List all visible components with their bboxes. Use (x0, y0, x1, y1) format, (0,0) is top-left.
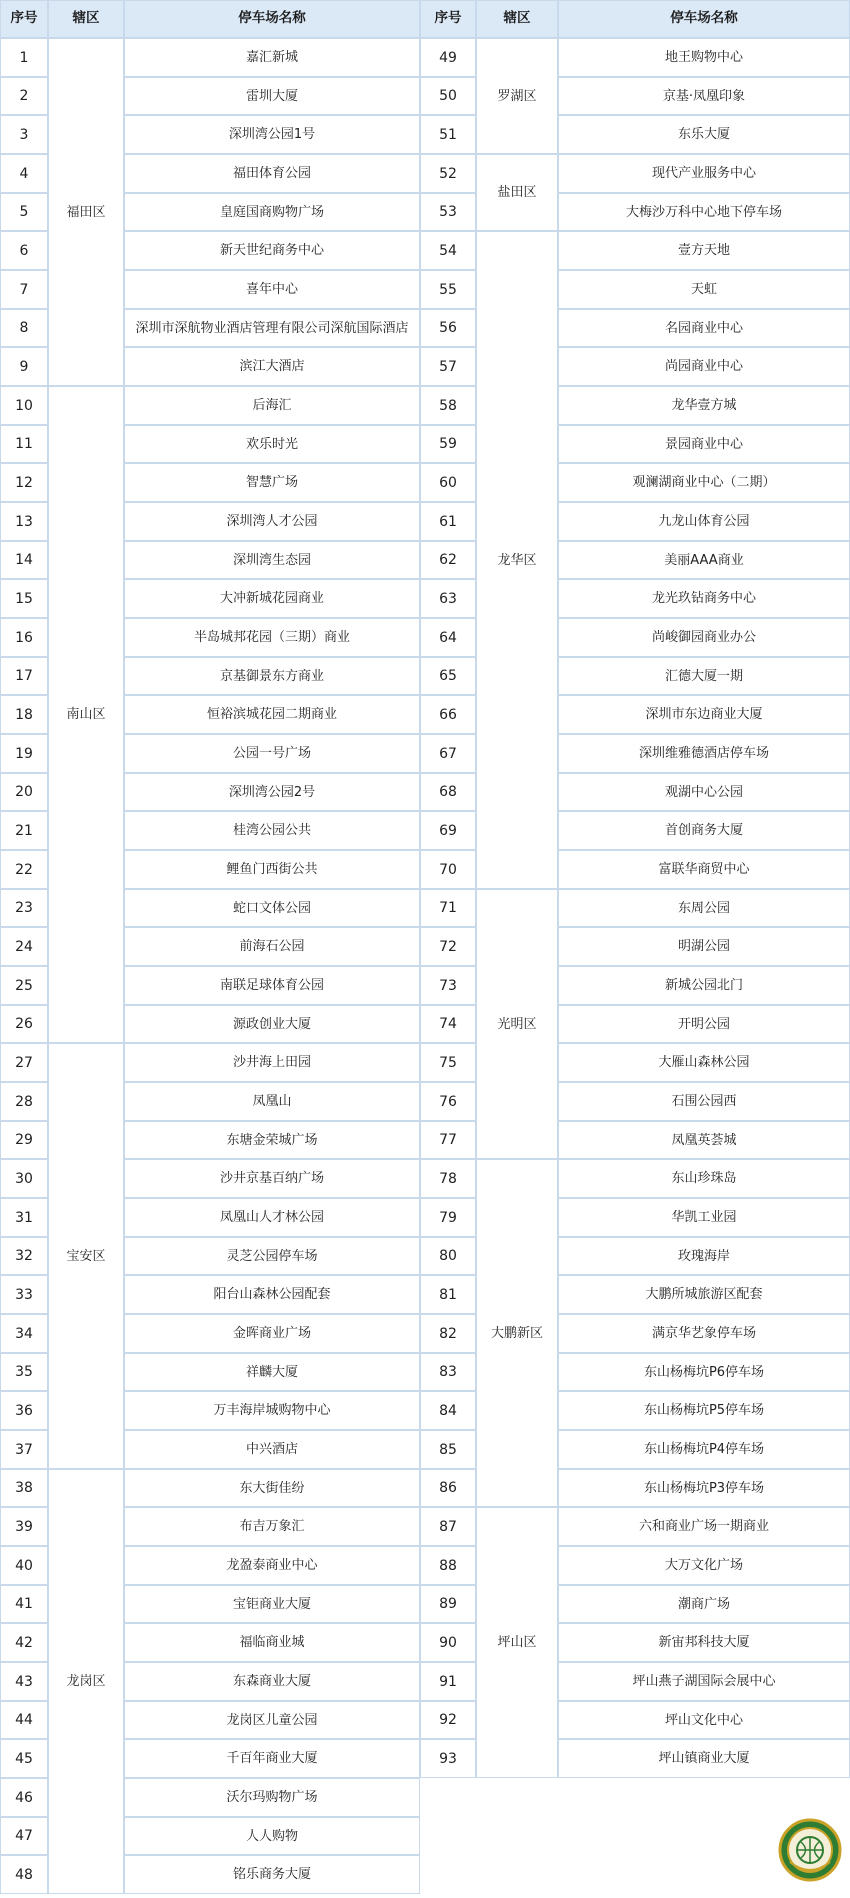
parking-lot-name: 龙光玖钻商务中心 (558, 579, 850, 618)
district-cell: 大鹏新区 (476, 1159, 558, 1507)
row-index: 17 (0, 657, 48, 695)
row-index: 9 (0, 347, 48, 386)
parking-lot-name: 沙井京基百纳广场 (124, 1159, 420, 1198)
parking-lot-name: 东山杨梅坑P3停车场 (558, 1469, 850, 1507)
row-index: 91 (420, 1662, 476, 1701)
row-index: 50 (420, 77, 476, 115)
parking-lot-name: 金晖商业广场 (124, 1314, 420, 1353)
parking-lot-name: 石围公园西 (558, 1082, 850, 1121)
right-header-index: 序号 (420, 0, 476, 38)
row-index: 35 (0, 1353, 48, 1391)
parking-lot-name: 恒裕滨城花园二期商业 (124, 695, 420, 734)
parking-lot-name: 福田体育公园 (124, 154, 420, 193)
parking-lot-name: 壹方天地 (558, 231, 850, 270)
parking-lot-name: 东山杨梅坑P5停车场 (558, 1391, 850, 1430)
parking-lot-name: 地王购物中心 (558, 38, 850, 77)
row-index: 63 (420, 579, 476, 618)
parking-lot-name: 满京华艺象停车场 (558, 1314, 850, 1353)
row-index: 86 (420, 1469, 476, 1507)
row-index: 72 (420, 927, 476, 966)
right-header-name: 停车场名称 (558, 0, 850, 38)
parking-lot-name: 沃尔玛购物广场 (124, 1778, 420, 1817)
row-index: 73 (420, 966, 476, 1005)
row-index: 87 (420, 1507, 476, 1546)
parking-lot-name: 东山珍珠岛 (558, 1159, 850, 1198)
parking-lot-name: 大万文化广场 (558, 1546, 850, 1585)
row-index: 19 (0, 734, 48, 773)
row-index: 81 (420, 1275, 476, 1314)
row-index: 43 (0, 1662, 48, 1701)
parking-lot-name: 深圳维雅德酒店停车场 (558, 734, 850, 773)
row-index: 47 (0, 1817, 48, 1855)
row-index: 70 (420, 850, 476, 889)
parking-lot-name: 东大街佳纷 (124, 1469, 420, 1507)
row-index: 44 (0, 1701, 48, 1739)
row-index: 15 (0, 579, 48, 618)
row-index: 68 (420, 773, 476, 811)
parking-lot-name: 后海汇 (124, 386, 420, 425)
row-index: 53 (420, 193, 476, 231)
row-index: 83 (420, 1353, 476, 1391)
parking-lot-name: 大冲新城花园商业 (124, 579, 420, 618)
row-index: 23 (0, 889, 48, 927)
row-index: 31 (0, 1198, 48, 1237)
district-cell: 光明区 (476, 889, 558, 1159)
parking-lot-name: 潮商广场 (558, 1585, 850, 1623)
row-index: 12 (0, 463, 48, 502)
row-index: 84 (420, 1391, 476, 1430)
row-index: 5 (0, 193, 48, 231)
parking-lot-name: 深圳湾公园2号 (124, 773, 420, 811)
parking-lot-name: 新城公园北门 (558, 966, 850, 1005)
row-index: 67 (420, 734, 476, 773)
parking-lot-name: 大鹏所城旅游区配套 (558, 1275, 850, 1314)
district-cell: 龙岗区 (48, 1469, 124, 1894)
parking-lot-name: 现代产业服务中心 (558, 154, 850, 193)
district-cell: 龙华区 (476, 231, 558, 889)
row-index: 82 (420, 1314, 476, 1353)
row-index: 41 (0, 1585, 48, 1623)
parking-lot-name: 万丰海岸城购物中心 (124, 1391, 420, 1430)
parking-lot-name: 欢乐时光 (124, 425, 420, 463)
parking-lot-name: 公园一号广场 (124, 734, 420, 773)
parking-lot-name: 南联足球体育公园 (124, 966, 420, 1005)
row-index: 92 (420, 1701, 476, 1739)
row-index: 45 (0, 1739, 48, 1778)
parking-lot-name: 大雁山森林公园 (558, 1043, 850, 1082)
row-index: 58 (420, 386, 476, 425)
parking-lot-name: 铭乐商务大厦 (124, 1855, 420, 1894)
row-index: 56 (420, 309, 476, 347)
parking-lot-name: 源政创业大厦 (124, 1005, 420, 1043)
parking-lot-name: 宝钜商业大厦 (124, 1585, 420, 1623)
row-index: 65 (420, 657, 476, 695)
parking-lot-name: 观湖中心公园 (558, 773, 850, 811)
row-index: 48 (0, 1855, 48, 1894)
district-cell: 盐田区 (476, 154, 558, 231)
parking-lot-name: 人人购物 (124, 1817, 420, 1855)
row-index: 52 (420, 154, 476, 193)
row-index: 7 (0, 270, 48, 309)
row-index: 38 (0, 1469, 48, 1507)
parking-lot-name: 滨江大酒店 (124, 347, 420, 386)
row-index: 16 (0, 618, 48, 657)
row-index: 18 (0, 695, 48, 734)
row-index: 89 (420, 1585, 476, 1623)
parking-lot-name: 嘉汇新城 (124, 38, 420, 77)
parking-lot-name: 布吉万象汇 (124, 1507, 420, 1546)
parking-lot-name: 明湖公园 (558, 927, 850, 966)
left-header-name: 停车场名称 (124, 0, 420, 38)
row-index: 79 (420, 1198, 476, 1237)
row-index: 54 (420, 231, 476, 270)
row-index: 24 (0, 927, 48, 966)
parking-lot-name: 景园商业中心 (558, 425, 850, 463)
parking-lot-name: 东山杨梅坑P4停车场 (558, 1430, 850, 1469)
row-index: 22 (0, 850, 48, 889)
row-index: 26 (0, 1005, 48, 1043)
parking-lot-name: 东乐大厦 (558, 115, 850, 154)
row-index: 29 (0, 1121, 48, 1159)
parking-lot-name: 阳台山森林公园配套 (124, 1275, 420, 1314)
row-index: 69 (420, 811, 476, 850)
row-index: 11 (0, 425, 48, 463)
row-index: 85 (420, 1430, 476, 1469)
row-index: 74 (420, 1005, 476, 1043)
parking-lot-name: 坪山燕子湖国际会展中心 (558, 1662, 850, 1701)
row-index: 36 (0, 1391, 48, 1430)
row-index: 60 (420, 463, 476, 502)
row-index: 34 (0, 1314, 48, 1353)
parking-lot-name: 雷圳大厦 (124, 77, 420, 115)
row-index: 8 (0, 309, 48, 347)
parking-lot-name: 千百年商业大厦 (124, 1739, 420, 1778)
row-index: 10 (0, 386, 48, 425)
parking-lot-name: 前海石公园 (124, 927, 420, 966)
row-index: 21 (0, 811, 48, 850)
row-index: 28 (0, 1082, 48, 1121)
row-index: 78 (420, 1159, 476, 1198)
row-index: 59 (420, 425, 476, 463)
row-index: 57 (420, 347, 476, 386)
row-index: 25 (0, 966, 48, 1005)
parking-lot-name: 九龙山体育公园 (558, 502, 850, 541)
parking-lot-name: 京基·凤凰印象 (558, 77, 850, 115)
district-cell: 南山区 (48, 386, 124, 1043)
row-index: 62 (420, 541, 476, 579)
parking-lot-name: 桂湾公园公共 (124, 811, 420, 850)
parking-lot-name: 东周公园 (558, 889, 850, 927)
left-header-index: 序号 (0, 0, 48, 38)
row-index: 13 (0, 502, 48, 541)
parking-lot-name: 深圳湾生态园 (124, 541, 420, 579)
parking-lot-name: 沙井海上田园 (124, 1043, 420, 1082)
parking-lot-name: 坪山文化中心 (558, 1701, 850, 1739)
right-header-district: 辖区 (476, 0, 558, 38)
row-index: 93 (420, 1739, 476, 1778)
row-index: 2 (0, 77, 48, 115)
row-index: 42 (0, 1623, 48, 1662)
parking-lot-name: 深圳市东边商业大厦 (558, 695, 850, 734)
parking-lot-name: 凤凰英荟城 (558, 1121, 850, 1159)
row-index: 55 (420, 270, 476, 309)
parking-lot-name: 汇德大厦一期 (558, 657, 850, 695)
parking-lot-name: 名园商业中心 (558, 309, 850, 347)
parking-lot-name: 京基御景东方商业 (124, 657, 420, 695)
row-index: 51 (420, 115, 476, 154)
parking-lot-name: 凤凰山 (124, 1082, 420, 1121)
parking-lot-name: 深圳市深航物业酒店管理有限公司深航国际酒店 (124, 309, 420, 347)
district-cell: 罗湖区 (476, 38, 558, 154)
parking-lot-name: 美丽AAA商业 (558, 541, 850, 579)
row-index: 33 (0, 1275, 48, 1314)
parking-lot-name: 天虹 (558, 270, 850, 309)
row-index: 6 (0, 231, 48, 270)
parking-lot-name: 坪山镇商业大厦 (558, 1739, 850, 1778)
row-index: 88 (420, 1546, 476, 1585)
parking-lot-name: 蛇口文体公园 (124, 889, 420, 927)
row-index: 30 (0, 1159, 48, 1198)
row-index: 3 (0, 115, 48, 154)
row-index: 4 (0, 154, 48, 193)
parking-lot-name: 凤凰山人才林公园 (124, 1198, 420, 1237)
left-header-district: 辖区 (48, 0, 124, 38)
row-index: 76 (420, 1082, 476, 1121)
parking-lot-name: 东塘金荣城广场 (124, 1121, 420, 1159)
parking-lot-name: 深圳湾公园1号 (124, 115, 420, 154)
row-index: 1 (0, 38, 48, 77)
parking-lot-name: 喜年中心 (124, 270, 420, 309)
parking-lot-name: 深圳湾人才公园 (124, 502, 420, 541)
parking-lot-name: 华凯工业园 (558, 1198, 850, 1237)
row-index: 71 (420, 889, 476, 927)
parking-lot-name: 半岛城邦花园（三期）商业 (124, 618, 420, 657)
district-cell: 福田区 (48, 38, 124, 386)
row-index: 39 (0, 1507, 48, 1546)
parking-lot-name: 龙盈泰商业中心 (124, 1546, 420, 1585)
row-index: 75 (420, 1043, 476, 1082)
parking-lot-name: 六和商业广场一期商业 (558, 1507, 850, 1546)
row-index: 32 (0, 1237, 48, 1275)
parking-lot-name: 皇庭国商购物广场 (124, 193, 420, 231)
row-index: 66 (420, 695, 476, 734)
parking-lot-name: 尚峻御园商业办公 (558, 618, 850, 657)
parking-lot-name: 祥麟大厦 (124, 1353, 420, 1391)
row-index: 64 (420, 618, 476, 657)
parking-lot-name: 新宙邦科技大厦 (558, 1623, 850, 1662)
row-index: 20 (0, 773, 48, 811)
row-index: 27 (0, 1043, 48, 1082)
parking-lot-name: 大梅沙万科中心地下停车场 (558, 193, 850, 231)
parking-lot-name: 首创商务大厦 (558, 811, 850, 850)
emblem-seal-icon (778, 1818, 842, 1882)
row-index: 49 (420, 38, 476, 77)
parking-lot-name: 中兴酒店 (124, 1430, 420, 1469)
parking-lot-name: 福临商业城 (124, 1623, 420, 1662)
row-index: 46 (0, 1778, 48, 1817)
district-cell: 宝安区 (48, 1043, 124, 1469)
parking-lot-name: 东山杨梅坑P6停车场 (558, 1353, 850, 1391)
parking-lot-name: 智慧广场 (124, 463, 420, 502)
row-index: 40 (0, 1546, 48, 1585)
parking-lot-name: 新天世纪商务中心 (124, 231, 420, 270)
district-cell: 坪山区 (476, 1507, 558, 1778)
row-index: 77 (420, 1121, 476, 1159)
parking-lot-name: 富联华商贸中心 (558, 850, 850, 889)
row-index: 90 (420, 1623, 476, 1662)
row-index: 37 (0, 1430, 48, 1469)
parking-lot-name: 东森商业大厦 (124, 1662, 420, 1701)
row-index: 14 (0, 541, 48, 579)
parking-lot-name: 尚园商业中心 (558, 347, 850, 386)
parking-lot-name: 灵芝公园停车场 (124, 1237, 420, 1275)
parking-lot-name: 鲤鱼门西街公共 (124, 850, 420, 889)
row-index: 61 (420, 502, 476, 541)
parking-lot-name: 开明公园 (558, 1005, 850, 1043)
parking-lot-name: 龙华壹方城 (558, 386, 850, 425)
parking-lot-name: 玫瑰海岸 (558, 1237, 850, 1275)
row-index: 80 (420, 1237, 476, 1275)
parking-lot-name: 龙岗区儿童公园 (124, 1701, 420, 1739)
parking-lot-name: 观澜湖商业中心（二期） (558, 463, 850, 502)
